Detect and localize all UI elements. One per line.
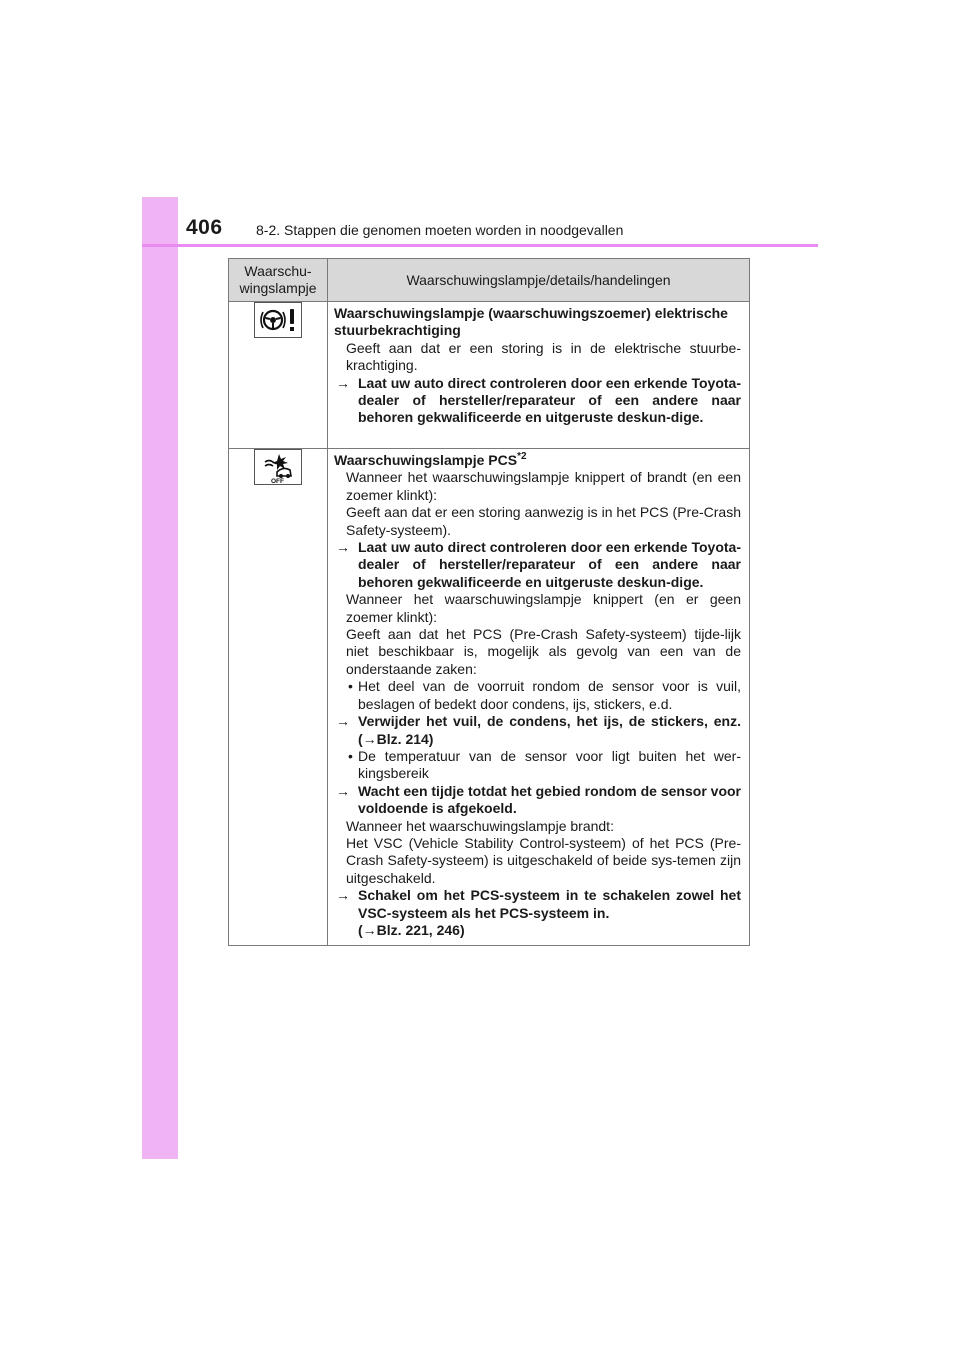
warning-lamp-table xyxy=(228,258,750,946)
action-item: → Wacht een tijdje totdat het gebied rondom de sensor voor voldoende is afgekoeld. xyxy=(336,782,741,817)
bullet-item: • De temperatuur van de sensor voor ligt buiten het wer-kingsbereik xyxy=(348,747,741,782)
description-text: Geeft aan dat het PCS (Pre-Crash Safety-systeem) tijde-lijk niet beschikbaar is, mogelijk als gevolg van een van de onderstaande zaken: xyxy=(346,626,741,677)
page-number: 406 xyxy=(186,216,223,239)
bullet-icon: • xyxy=(348,678,353,695)
arrow-icon: → xyxy=(336,713,350,730)
table-row xyxy=(229,302,750,449)
condition-text: Wanneer het waarschuwingslampje knippert (en er geen zoemer klinkt): xyxy=(346,591,741,625)
arrow-icon: → xyxy=(336,887,350,904)
lamp-cell xyxy=(229,302,328,449)
section-side-tab xyxy=(142,197,178,1159)
footnote-marker: *2 xyxy=(517,451,527,462)
bullet-icon: • xyxy=(348,747,353,764)
arrow-icon: → xyxy=(336,539,350,556)
lamp-description: Geeft aan dat er een storing is in de elektrische stuurbe-krachtiging. xyxy=(346,339,741,374)
col-header-details: Waarschuwingslampje/details/handelingen xyxy=(328,259,750,302)
condition-text: Wanneer het waarschuwingslampje knippert of brandt (en een zoemer klinkt): xyxy=(346,469,741,503)
action-item: → Schakel om het PCS-systeem in te schakelen zowel het VSC-systeem als het PCS-systeem in. (→Blz. 221, 246) xyxy=(336,887,741,938)
col-header-lamp: Waarschu- wingslampje xyxy=(229,259,328,302)
lamp-title: Waarschuwingslampje (waarschuwingszoemer) elektrische stuurbekrachtiging xyxy=(334,305,728,339)
pcs-off-label: OFF xyxy=(271,478,284,484)
details-cell xyxy=(328,302,750,449)
action-item: → Laat uw auto direct controleren door een erkende Toyota-dealer of hersteller/reparateur of een andere naar behoren gekwalificeerde en uitgeruste deskun-dige. xyxy=(336,539,741,590)
description-text: Geeft aan dat er een storing aanwezig is in het PCS (Pre-Crash Safety-systeem). xyxy=(346,504,741,538)
action-item: → Laat uw auto direct controleren door een erkende Toyota-dealer of hersteller/reparateur of een andere naar behoren gekwalificeerde en uitgeruste deskun-dige. xyxy=(336,374,741,426)
bullet-item: • Het deel van de voorruit rondom de sensor voor is vuil, beslagen of bedekt door condens, ijs, stickers, e.d. xyxy=(348,678,741,712)
steering-warning-icon xyxy=(254,302,302,338)
pcs-off-icon xyxy=(254,449,302,485)
action-item: → Verwijder het vuil, de condens, het ijs, de stickers, enz. (→Blz. 214) xyxy=(336,713,741,747)
chapter-title: 8-2. Stappen die genomen moeten worden in noodgevallen xyxy=(256,222,624,238)
description-text: Het VSC (Vehicle Stability Control-systeem) of het PCS (Pre-Crash Safety-systeem) is uitgeschakeld of beide sys-temen zijn uitgeschakeld. xyxy=(346,834,741,886)
condition-text: Wanneer het waarschuwingslampje brandt: xyxy=(346,817,614,834)
lamp-cell xyxy=(229,449,328,946)
page-reference: (→Blz. 221, 246) xyxy=(358,921,465,938)
header-rule xyxy=(142,244,818,247)
table-row xyxy=(229,449,750,946)
table-header-row xyxy=(229,259,750,302)
details-cell xyxy=(328,449,750,946)
arrow-icon: → xyxy=(336,782,350,799)
lamp-title: Waarschuwingslampje PCS$^{*2}$ xyxy=(334,451,527,468)
arrow-icon: → xyxy=(336,374,350,391)
